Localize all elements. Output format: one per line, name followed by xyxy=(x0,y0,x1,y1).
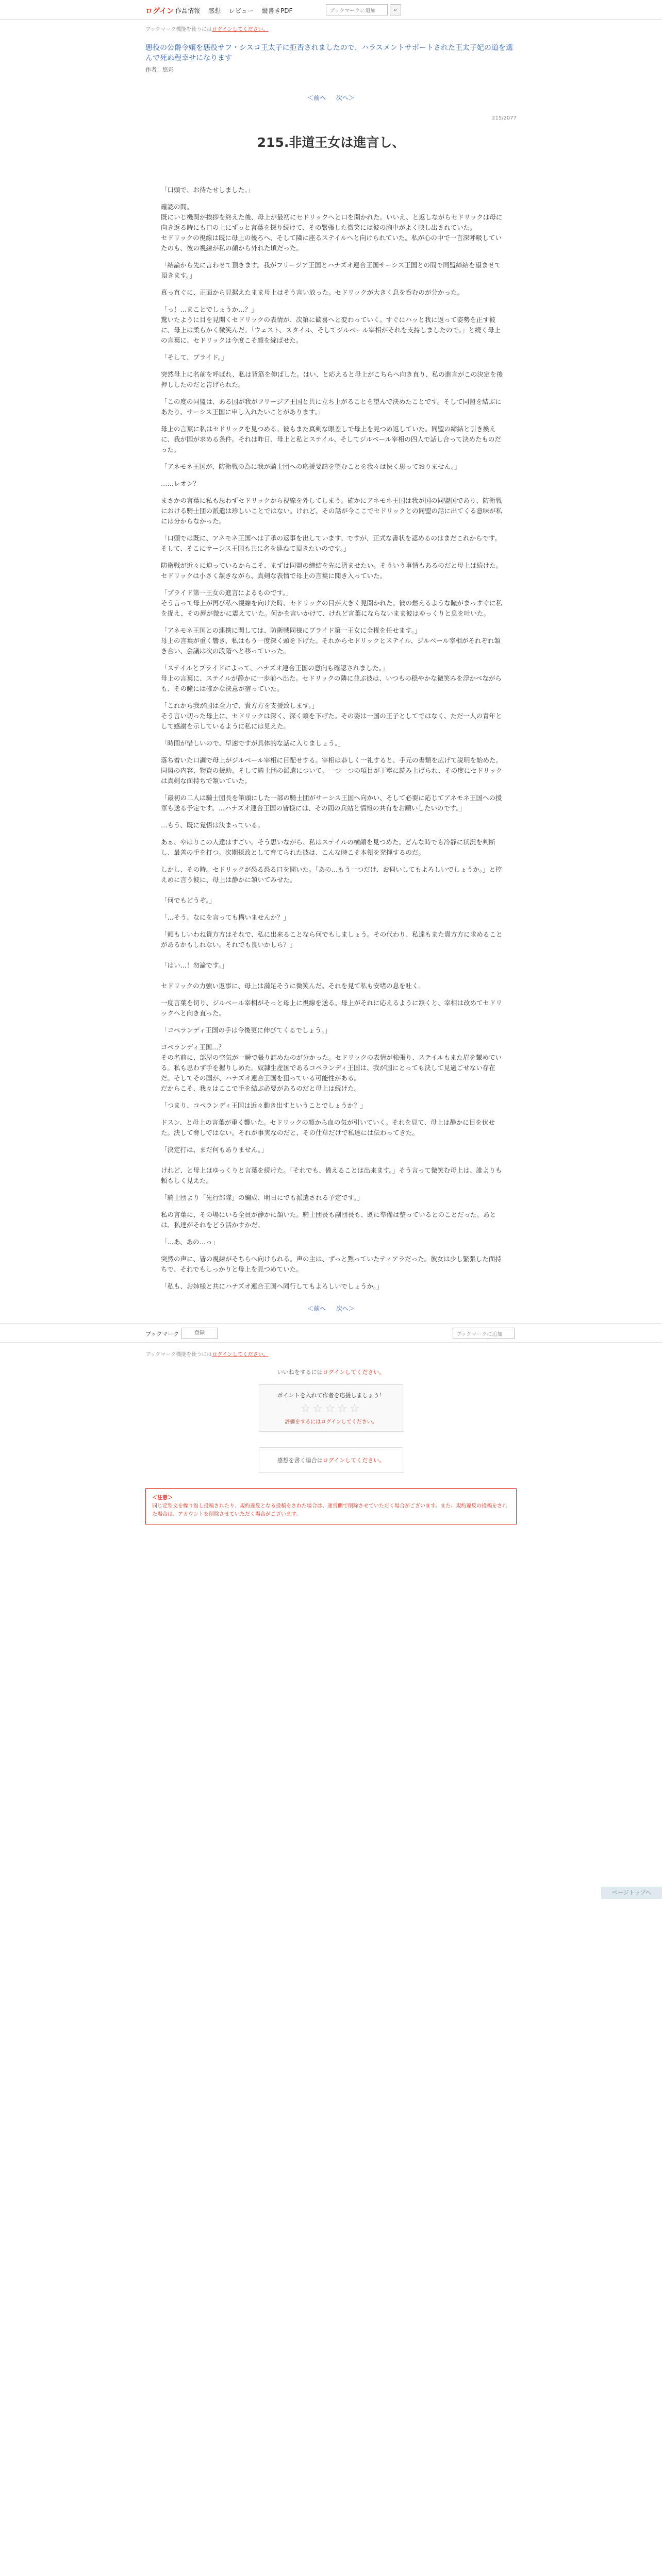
page-top-button[interactable]: ページトップへ xyxy=(601,1887,662,1899)
body-paragraph: 「私も、お姉様と共にハナズオ連合王国へ同行してもよろしいでしょうか。」 xyxy=(161,1282,383,1290)
nav-item-info[interactable]: 作品情報 xyxy=(175,7,201,14)
like-notice xyxy=(145,1368,517,1376)
header-bookmark-input[interactable]: ブックマークに追加 xyxy=(326,4,388,15)
episode-title: 215.非道王女は進言し、 xyxy=(257,135,405,150)
rating-title: ポイントを入れて作者を応援しましょう！ xyxy=(277,1392,385,1399)
body-paragraph: 母上の言葉に私はセドリックを見つめる。彼もまた真剣な眼差しで母上を見つめ返していた。同盟の締結と引き換えに、我が国が求める条件。それは昨日、母上と私とステイル、そしてジルベール宰相の四人で話し合って決めたものだった。 xyxy=(161,425,501,453)
body-paragraph: 「…あ、あの…っ」 xyxy=(161,1238,219,1246)
nav-item-pdf[interactable]: 縦書きPDF xyxy=(262,7,293,14)
rating-stars[interactable]: ☆☆☆☆☆ xyxy=(300,1402,362,1415)
body-paragraph: 「口頭で、お待たせしました。」 xyxy=(161,186,255,194)
bookmark-notice xyxy=(145,25,517,32)
body-paragraph: 「結論から先に言わせて頂きます。我がフリージア王国とハナズオ連合王国サーシス王国との間で同盟締結を望ませて頂きます。」 xyxy=(161,261,501,279)
top-bar xyxy=(0,0,662,20)
body-paragraph: 防衛戦が近々に迫っているからこそ、まずは同盟の締結を先に済ませたい。そういう事情もあるのだと母上は続けた。セドリックは小さく頷きながら、真剣な表情で母上の言葉に聞き入っていた。 xyxy=(161,562,503,580)
footer-login-note xyxy=(145,1350,517,1358)
search-icon[interactable]: ⌕ xyxy=(390,4,401,15)
bookmark-notice-text: ブックマーク機能を使うには xyxy=(145,27,212,32)
body-paragraph: …もう、既に覚悟は決まっている。 xyxy=(161,821,264,829)
body-paragraph: 「つまり、コペランディ王国は近々動き出すということでしょうか？」 xyxy=(161,1101,367,1109)
body-paragraph: 「これから我が国は全力で、貴方方を支援致します。」 そう言い切った母上に、セドリックは深く、深く頭を下げた。その姿は一国の王子としてではなく、ただ一人の青年として感謝を示しているように私には見えた。 xyxy=(161,702,502,730)
body-paragraph: 「ステイルとプライドによって、ハナズオ連合王国の意向も確認されました。」 母上の言葉に、ステイルが静かに一歩前へ出た。セドリックの隣に並ぶ彼は、いつもの穏やかな微笑みを浮かべながらも、その瞳には確かな決意が宿っていた。 xyxy=(161,664,502,692)
prev-link-bottom[interactable]: ＜前へ xyxy=(307,1305,326,1312)
body-paragraph: ドスン、と母上の言葉が重く響いた。セドリックの顔から血の気が引いていく。それを見て、母上は静かに目を伏せた。決して脅しではない。それが事実なのだと、その仕草だけで私達には伝わってきた。 xyxy=(161,1118,495,1137)
body-paragraph: まさかの言葉に私も思わずセドリックから視線を外してしまう。確かにアネモネ王国は我が国の同盟国であり、防衛戦における騎士団の派遣は珍しいことではない。けれど、その話が今ここでセドリックとの同盟の話に出てくる意味が私には分からなかった。 xyxy=(161,497,503,525)
footer-bookmark-button[interactable]: 登録 xyxy=(181,1328,218,1339)
bookmark-login-link[interactable]: ログインしてください。 xyxy=(212,27,269,32)
footer-login-link[interactable]: ログインしてください。 xyxy=(212,1352,269,1358)
body-paragraph: 「そして、プライド。」 xyxy=(161,353,228,361)
main-content xyxy=(145,25,517,1313)
next-link[interactable]: 次へ＞ xyxy=(336,94,355,101)
caution-head: ＜注意＞ xyxy=(152,1495,173,1501)
body-paragraph: 「アネモネ王国との連携に関しては、防衛戦同様にプライド第一王女に全権を任せます。」 母上の言葉が重く響き、私はもう一度深く頭を下げた。それからセドリックとステイル、ジルベール宰相がそれぞれ頷き合い、会議は次の段階へと移っていった。 xyxy=(161,626,501,655)
top-nav xyxy=(175,6,292,15)
episode-number: 215/2077 xyxy=(492,115,517,121)
body-paragraph: 「アネモネ王国が、防衛戦の為に我が騎士団への応援要請を望むことを我々は快く思っておりません。」 xyxy=(161,463,461,470)
body-paragraph: 真っ直ぐに、正面から見据えたまま母上はそう言い放った。セドリックが大きく息を呑むのが分かった。 xyxy=(161,289,464,296)
like-notice-text: いいねをするには xyxy=(277,1369,323,1376)
novel-title-link[interactable]: 悪役の公爵令嬢を悪役サフ・シスコ王太子に拒否されましたので、ハラスメントサポートされた王太子妃の道を選んで死ぬ程幸せになります xyxy=(145,44,513,62)
nav-item-impressions[interactable]: 感想 xyxy=(208,7,221,14)
body-paragraph: 落ち着いた口調で母上がジルベール宰相に目配せする。宰相は恭しく一礼すると、手元の書類を広げて説明を始めた。同盟の内容、物資の援助、そして騎士団の派遣について。一つ一つの項目が丁寧に読み上げられ、その度にセドリックは真剣な面持ちで頷いていた。 xyxy=(161,756,503,785)
nav-item-reviews[interactable]: レビュー xyxy=(229,7,254,14)
caution-notice xyxy=(145,1488,517,1524)
body-paragraph: しかし、その時。セドリックが恐る恐る口を開いた。「あの…もう一つだけ、お伺いしてもよろしいでしょうか。」と控えめに言う彼に、母上は静かに頷いてみせた。 「何でもどうぞ。」 xyxy=(161,866,502,904)
pager-top xyxy=(145,93,517,102)
episode-body xyxy=(145,185,517,1292)
body-paragraph: 私の言葉に、その場にいる全員が静かに頷いた。騎士団長も副団長も、既に準備は整っているとのことだった。あとは、私達がそれをどう活かすかだ。 xyxy=(161,1211,496,1229)
body-paragraph: 「騎士団より「先行部隊」の編成、明日にでも派遣される予定です。」 xyxy=(161,1194,363,1201)
body-paragraph: 一度言葉を切り、ジルベール宰相がそっと母上に視線を送る。母上がそれに応えるように頷くと、宰相は改めてセドリックへと向き直った。 xyxy=(161,999,502,1017)
body-paragraph: 「っ！…まことでしょうか…？」 驚いたように目を見開くセドリックの表情が、次第に歓喜へと変わっていく。すぐにハッと我に返って姿勢を正す彼に、母上は柔らかく微笑んだ。「ウェスト、スタイル、そしてジルベール宰相がそれを支持しましたので。」と続く母上の言葉に、セドリックは今度こそ顔を綻ばせた。 xyxy=(161,306,501,344)
prev-link[interactable]: ＜前へ xyxy=(307,94,326,101)
rating-box xyxy=(259,1384,403,1432)
body-paragraph: ……レオン？ xyxy=(161,480,200,487)
body-paragraph: 「…そう、なにを言っても構いませんか？」 xyxy=(161,913,290,921)
body-paragraph: 「プライド第一王女の進言によるものです。」 そう言って母上が再び私へ視線を向けた時、セドリックの目が大きく見開かれた。彼の燃えるような瞳がまっすぐに私を捉え、その唇が微かに震えていた。何かを言いかけて、けれど言葉にならないまま彼はゆっくりと息を吐いた。 xyxy=(161,589,503,617)
body-paragraph: 「最初の二人は騎士団長を筆頭にした一部の騎士団がサーシス王国へ向かい、そして必要に応じてアネモネ王国への援軍も送る予定です。…ハナズオ連合王国の皆様には、その間の兵站と情報の共有をお願いしたいのです。」 xyxy=(161,794,502,812)
review-box xyxy=(259,1447,403,1473)
body-paragraph: 「決定打は、まだ何もありません。」 けれど、と母上はゆっくりと言葉を続けた。「それでも、備えることは出来ます。」そう言って微笑む母上は、誰よりも頼もしく見えた。 xyxy=(161,1146,502,1184)
caution-body: 同じ定型文を繰り返し投稿されたり、規約違反となる投稿をされた場合は、運営側で削除させていただく場合がございます。また、規約違反の投稿をされた場合は、アカウントを削除させていただく場合がございます。 xyxy=(152,1503,508,1517)
footer-bookmark-input[interactable]: ブックマークに追加 xyxy=(453,1328,515,1339)
rating-note[interactable]: 評価をするにはログインしてください。 xyxy=(285,1419,377,1425)
body-paragraph: 確認の間。 既にいじ機関が挨拶を終えた後、母上が最初にセドリックへと口を開かれた。いいえ、と返しながらセドリックは母に向き返る時にも口の上にずっと言葉を探り続けて、その緊張した微笑には彼の胸中がよく映し出されていた。 セドリックの視線は既に母上の後ろへ、そして隣に座るステイルへと向けられていた。私が心の中で一言深呼吸していたのも、彼の視線が私の顔から外れた頃だった。 xyxy=(161,203,503,252)
footer-bookmark-label: ブックマーク xyxy=(145,1331,179,1337)
body-paragraph: 「頼もしいわね貴方方はそれで、私に出来ることなら何でもしましょう。その代わり、私達もまた貴方方に求めることがあるかもしれない。それでも良いかしら？」 「はい…！勿論です。」 セドリックの力強い返事に、母上は満足そうに微笑んだ。それを見て私も安堵の息を吐く。 xyxy=(161,930,503,990)
body-paragraph: 突然母上に名前を呼ばれ、私は背筋を伸ばした。はい、と応えると母上がこちらへ向き直り、私の進言がこの決定を後押ししたのだと告げられた。 xyxy=(161,370,503,388)
review-text: 感想を書く場合は xyxy=(277,1457,323,1464)
footer-login-text: ブックマーク機能を使うには xyxy=(145,1352,212,1358)
footer-bar xyxy=(0,1323,662,1343)
body-paragraph: 「この度の同盟は、ある国が我がフリージア王国と共に立ち上がることを望んで決めたことです。そして同盟を結ぶにあたり、サーシス王国に申し入れたいことがあります。」 xyxy=(161,398,502,416)
body-paragraph: あぁ、やはりこの人達はすごい。そう思いながら、私はステイルの横顔を見つめた。どんな時でも冷静に状況を判断し、最善の手を打つ。次期摂政として育てられた彼は、こんな時こそ本領を発揮するのだ。 xyxy=(161,838,495,856)
body-paragraph: コペランディ王国…？ その名前に、部屋の空気が一瞬で張り詰めたのが分かった。セドリックの表情が強張り、ステイルもまた眉を顰めている。私も思わず手を握りしめた。奴隷生産国であるコペランディ王国は、我が国にとっても決して見過ごせない存在だ。そしてその国が、ハナズオ連合王国を狙っている可能性がある。 だからこそ、我々はここで手を結ぶ必要があるのだと母上は続けた。 xyxy=(161,1043,502,1092)
login-link[interactable]: ログイン xyxy=(145,7,174,15)
body-paragraph: 「時間が惜しいので、早速ですが具体的な話に入りましょう。」 xyxy=(161,739,345,747)
body-paragraph: 「口頭では既に、アネモネ王国へは了承の返事を出しています。ですが、正式な書状を認めるのはまだこれからです。そして、そこにサーシス王国も共に名を連ねて頂きたいのです。」 xyxy=(161,534,501,552)
body-paragraph: 突然の声に、皆の視線がそちらへ向けられる。声の主は、ずっと黙っていたティアラだった。彼女は少し緊張した面持ちで、それでもしっかりと母上を見つめていた。 xyxy=(161,1255,502,1273)
next-link-bottom[interactable]: 次へ＞ xyxy=(336,1305,355,1312)
pager-bottom xyxy=(145,1304,517,1313)
body-paragraph: 「コペランディ王国の手は今後更に伸びてくるでしょう。」 xyxy=(161,1026,332,1034)
review-login-link[interactable]: ログインしてください。 xyxy=(322,1457,385,1464)
like-login-link[interactable]: ログインしてください。 xyxy=(322,1369,385,1376)
novel-author: 作者：悠彩 xyxy=(145,66,174,73)
